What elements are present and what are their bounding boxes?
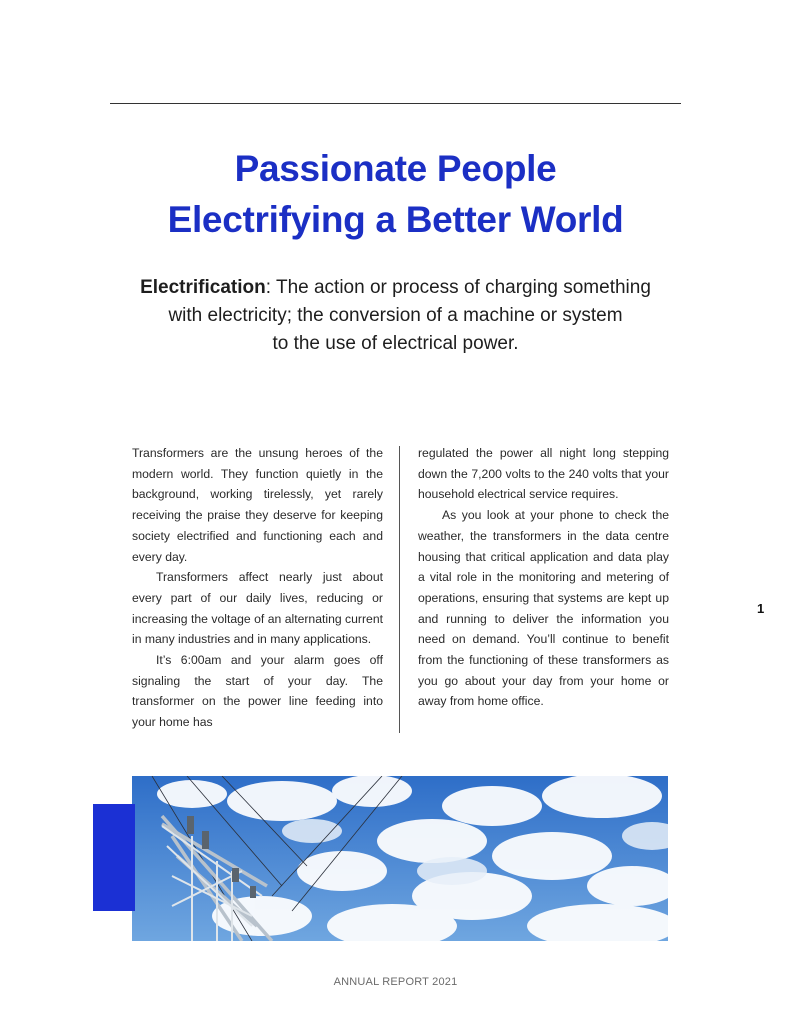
- transmission-tower-photo: [132, 776, 668, 941]
- definition-term: Electrification: [140, 277, 266, 298]
- body-paragraph: regulated the power all night long stepping down the 7,200 volts to the 240 volts that your household electrical service requires.: [418, 446, 669, 502]
- footer: ANNUAL REPORT 2021: [333, 976, 458, 988]
- page-number: 1: [757, 601, 765, 616]
- definition-text-1: : The action or process of charging something: [265, 277, 651, 298]
- top-rule: [110, 103, 681, 104]
- definition: [110, 274, 681, 358]
- column-divider: [399, 446, 400, 733]
- title-line-2: Electrifying a Better World: [167, 199, 624, 240]
- body-paragraph: Transformers are the unsung heroes of the modern world. They function quietly in the background, working tirelessly, yet rarely receiving the praise they deserve for keeping society electrified and functioning each and every day.: [132, 446, 383, 564]
- body-paragraph: As you look at your phone to check the weather, the transformers in the data centre housing that critical application and data play a vital role in the monitoring and metering of operations, ensuring that systems are kept up and running to deliver the information you need on demand. You’ll continue to benefit from the functioning of these transformers as you go about your day from your home or away from home office.: [418, 508, 669, 709]
- accent-block: [93, 804, 135, 911]
- definition-line-3: to the use of electrical power.: [272, 333, 519, 354]
- definition-line-2: with electricity; the conversion of a machine or system: [168, 305, 623, 326]
- body-column-right: [418, 443, 669, 712]
- definition-line-1: [110, 274, 681, 302]
- body-paragraph: It’s 6:00am and your alarm goes off signaling the start of your day. The transformer on the power line feeding into your home has: [132, 653, 383, 730]
- title-line-1: Passionate People: [234, 148, 557, 189]
- body-paragraph: Transformers affect nearly just about every part of our daily lives, reducing or increasing the voltage of an alternating current in many industries and in many applications.: [132, 570, 383, 647]
- page-title: [0, 143, 791, 245]
- body-column-left: [132, 443, 383, 733]
